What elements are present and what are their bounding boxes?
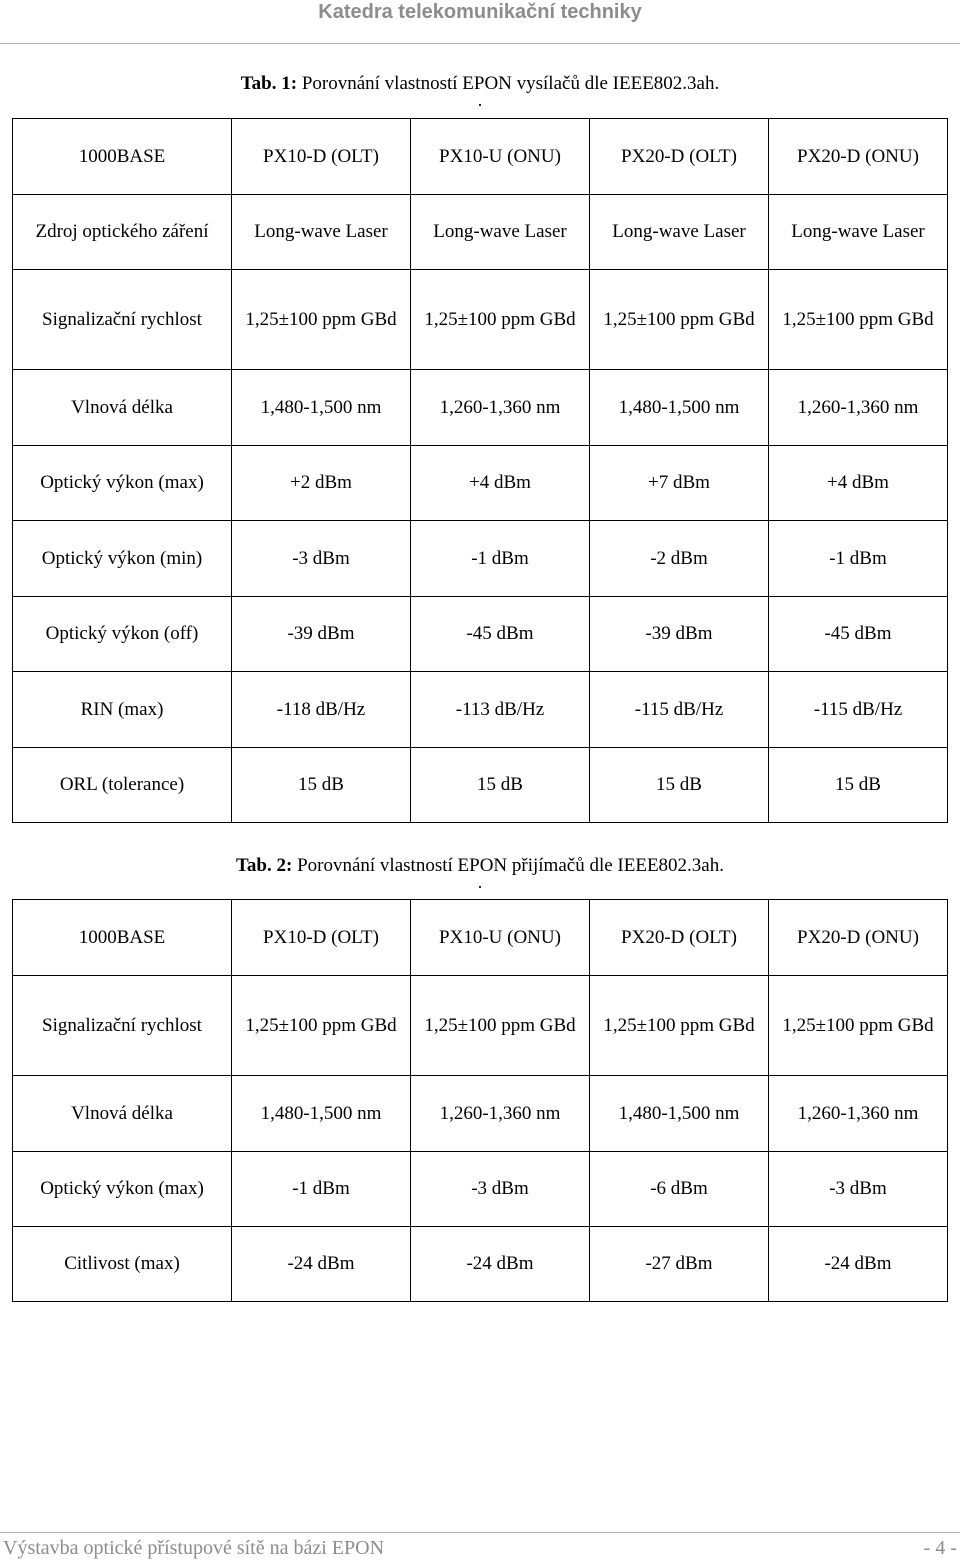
table-cell: 1,25±100 ppm GBd xyxy=(590,976,769,1076)
table-row xyxy=(13,1227,948,1302)
table-cell: -24 dBm xyxy=(411,1227,590,1302)
table-cell: 1,25±100 ppm GBd xyxy=(769,976,948,1076)
row-label: ORL (tolerance) xyxy=(13,748,232,823)
column-header: PX10-U (ONU) xyxy=(411,900,590,976)
table-cell: 1,480-1,500 nm xyxy=(590,370,769,446)
table-row xyxy=(13,446,948,521)
column-header: PX10-D (OLT) xyxy=(232,900,411,976)
table-cell: -2 dBm xyxy=(590,521,769,597)
row-label: Optický výkon (off) xyxy=(13,597,232,672)
column-header: PX20-D (OLT) xyxy=(590,900,769,976)
table-cell: 1,480-1,500 nm xyxy=(232,370,411,446)
column-header: PX20-D (OLT) xyxy=(590,119,769,195)
table-cell: -115 dB/Hz xyxy=(769,672,948,748)
table-row xyxy=(13,1076,948,1152)
page-number: - 4 - xyxy=(923,1537,957,1559)
table-cell: +7 dBm xyxy=(590,446,769,521)
table-cell: Long-wave Laser xyxy=(232,195,411,270)
table-cell: 1,260-1,360 nm xyxy=(411,370,590,446)
column-header: 1000BASE xyxy=(13,900,232,976)
table-cell: 1,25±100 ppm GBd xyxy=(411,976,590,1076)
transmitter-table xyxy=(12,118,948,823)
column-header: PX10-D (OLT) xyxy=(232,119,411,195)
table-cell: 15 dB xyxy=(769,748,948,823)
table-cell: 1,25±100 ppm GBd xyxy=(769,270,948,370)
table-cell: 1,25±100 ppm GBd xyxy=(411,270,590,370)
header-row xyxy=(13,119,948,195)
table-row xyxy=(13,976,948,1076)
row-label: Signalizační rychlost xyxy=(13,976,232,1076)
page-footer xyxy=(0,1532,960,1561)
column-header: PX20-D (ONU) xyxy=(769,119,948,195)
transmitter-table-body xyxy=(13,119,948,823)
table-cell: -45 dBm xyxy=(411,597,590,672)
table-cell: -115 dB/Hz xyxy=(590,672,769,748)
table1-caption xyxy=(0,73,960,110)
table-cell: 15 dB xyxy=(590,748,769,823)
table-cell: +4 dBm xyxy=(411,446,590,521)
row-label: Vlnová délka xyxy=(13,370,232,446)
table-row xyxy=(13,1152,948,1227)
row-label: Citlivost (max) xyxy=(13,1227,232,1302)
table-cell: Long-wave Laser xyxy=(590,195,769,270)
table-cell: -3 dBm xyxy=(232,521,411,597)
table-cell: 1,25±100 ppm GBd xyxy=(232,270,411,370)
table-cell: Long-wave Laser xyxy=(411,195,590,270)
table2-caption-text: Porovnání vlastností EPON přijímačů dle IEEE802.3ah. xyxy=(292,855,724,876)
row-label: Optický výkon (max) xyxy=(13,446,232,521)
table-cell: 1,25±100 ppm GBd xyxy=(590,270,769,370)
row-label: Signalizační rychlost xyxy=(13,270,232,370)
row-label: Vlnová délka xyxy=(13,1076,232,1152)
table-cell: +4 dBm xyxy=(769,446,948,521)
table-cell: -24 dBm xyxy=(232,1227,411,1302)
receiver-table xyxy=(12,899,948,1302)
table-cell: Long-wave Laser xyxy=(769,195,948,270)
table-cell: +2 dBm xyxy=(232,446,411,521)
table-cell: 15 dB xyxy=(232,748,411,823)
table-cell: 15 dB xyxy=(411,748,590,823)
table-cell: -45 dBm xyxy=(769,597,948,672)
table-cell: 1,25±100 ppm GBd xyxy=(232,976,411,1076)
table-cell: 1,480-1,500 nm xyxy=(590,1076,769,1152)
table1-caption-label: Tab. 1: xyxy=(240,73,298,94)
table1-caption-dot: . xyxy=(477,90,483,110)
table2-caption-label: Tab. 2: xyxy=(236,855,293,876)
footer-title: Výstavba optické přístupové sítě na bázi EPON xyxy=(3,1537,385,1559)
table-row xyxy=(13,672,948,748)
table-cell: -113 dB/Hz xyxy=(411,672,590,748)
table-row xyxy=(13,195,948,270)
table-cell: -1 dBm xyxy=(411,521,590,597)
table-row xyxy=(13,521,948,597)
table2-caption-dot: . xyxy=(477,872,483,892)
table-cell: -39 dBm xyxy=(590,597,769,672)
table-cell: -118 dB/Hz xyxy=(232,672,411,748)
table-cell: -3 dBm xyxy=(769,1152,948,1227)
footer-divider xyxy=(0,1532,960,1533)
table-cell: -6 dBm xyxy=(590,1152,769,1227)
table-cell: -1 dBm xyxy=(769,521,948,597)
table-row xyxy=(13,270,948,370)
table-cell: -1 dBm xyxy=(232,1152,411,1227)
row-label: Optický výkon (min) xyxy=(13,521,232,597)
page-header xyxy=(0,0,960,44)
table-cell: -3 dBm xyxy=(411,1152,590,1227)
table-cell: 1,260-1,360 nm xyxy=(769,1076,948,1152)
column-header: PX20-D (ONU) xyxy=(769,900,948,976)
row-label: RIN (max) xyxy=(13,672,232,748)
table-cell: -39 dBm xyxy=(232,597,411,672)
table2-caption xyxy=(0,855,960,892)
header-divider xyxy=(0,43,960,44)
table-cell: 1,260-1,360 nm xyxy=(411,1076,590,1152)
table-cell: -24 dBm xyxy=(769,1227,948,1302)
table-row xyxy=(13,748,948,823)
receiver-table-body xyxy=(13,900,948,1302)
header-title: Katedra telekomunikační techniky xyxy=(318,1,642,23)
row-label: Zdroj optického záření xyxy=(13,195,232,270)
table-row xyxy=(13,370,948,446)
table-cell: 1,260-1,360 nm xyxy=(769,370,948,446)
table-row xyxy=(13,597,948,672)
table1-caption-text: Porovnání vlastností EPON vysílačů dle IEEE802.3ah. xyxy=(297,73,720,94)
table-cell: -27 dBm xyxy=(590,1227,769,1302)
column-header: 1000BASE xyxy=(13,119,232,195)
table-cell: 1,480-1,500 nm xyxy=(232,1076,411,1152)
header-row xyxy=(13,900,948,976)
column-header: PX10-U (ONU) xyxy=(411,119,590,195)
row-label: Optický výkon (max) xyxy=(13,1152,232,1227)
